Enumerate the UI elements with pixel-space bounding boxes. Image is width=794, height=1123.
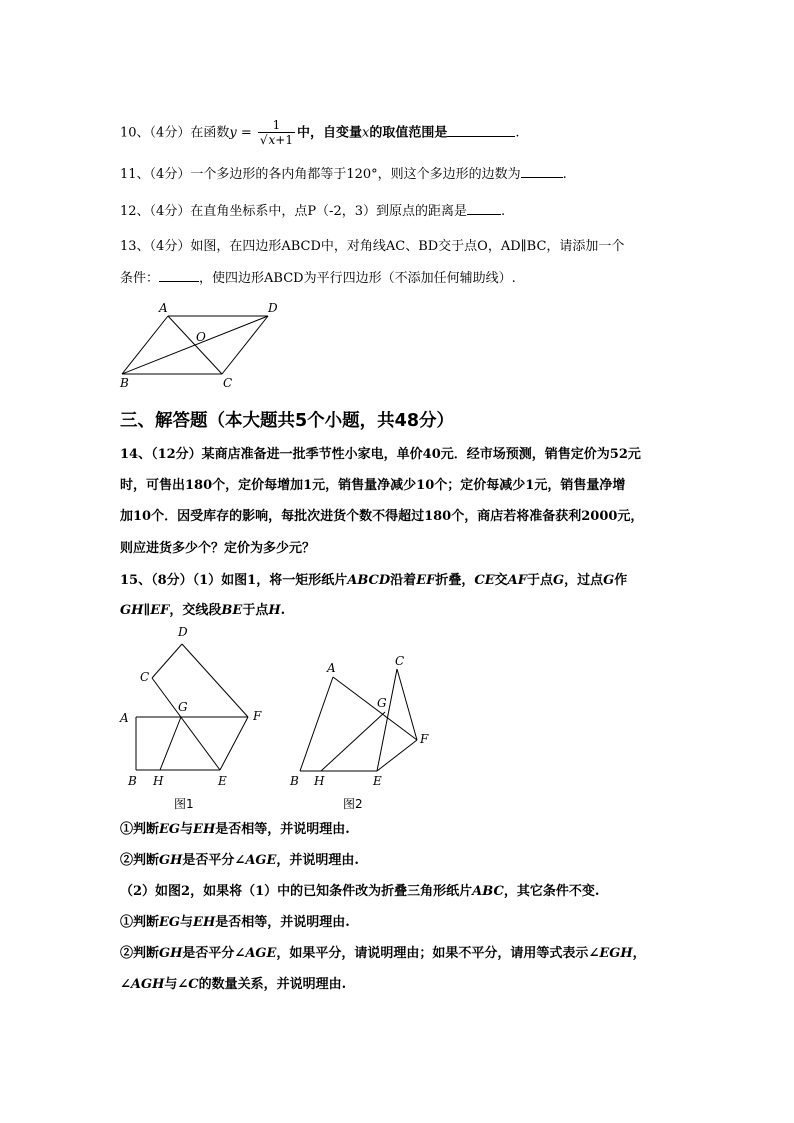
q10-den-plus: +1 (275, 133, 293, 147)
q15-p21-e: 是否相等，并说明理由. (215, 915, 350, 930)
q11-end: . (562, 167, 567, 182)
q10-denominator: √x+1 (259, 133, 293, 147)
fig2-label-C: C (395, 654, 405, 668)
fig1-caption: 图1 (174, 797, 194, 811)
q15-l1-d: EF (416, 573, 436, 588)
q15-p22-a: ②判断 (120, 946, 160, 961)
fig13-label-C: C (223, 376, 233, 390)
q15-l2-f: . (280, 603, 286, 618)
q15-l2-b: ，交线段 (169, 603, 222, 618)
fig1-segment-EF (220, 717, 248, 770)
fig2-segment-AB (300, 677, 333, 771)
q15-p12-b: GH (159, 853, 183, 868)
q15-p23-d: 的数量关系，并说明理由. (198, 977, 347, 992)
q10-prefix: 10、（4分）在函数 (120, 125, 230, 141)
q10-suffix-a: 中，自变量 (297, 125, 363, 141)
fig1-segment-CD (152, 644, 182, 678)
question-15-line1 (120, 572, 627, 590)
q15-p12-a: ②判断 (120, 853, 160, 868)
fig1-label-E: E (218, 774, 227, 788)
q15-p11-e: 是否相等，并说明理由. (215, 822, 350, 837)
q15-l1-a: 15、（8分）（1）如图1，将一矩形纸片 (120, 573, 348, 588)
q15-p12-d: ∠AGE (234, 853, 277, 868)
question-13-line1: 13、（4分）如图，在四边形ABCD中，对角线AC、BD交于点O，AD∥BC，请添加一个 (120, 239, 625, 254)
q15-p22-e: ，如果平分，请说明理由；如果不平分，请用等式表示 (276, 946, 589, 961)
fig1-segment-CE (152, 678, 220, 770)
q10-end: . (515, 125, 520, 141)
q12-answer-blank[interactable] (467, 202, 501, 215)
q15-l1-i: 于点 (526, 573, 553, 588)
fig1-segment-GH (160, 717, 181, 770)
diagonal-BD (122, 316, 268, 374)
fig1-label-B: B (128, 774, 137, 788)
q13-answer-blank[interactable] (159, 269, 199, 282)
section-3-heading: 三、解答题（本大题共5个小题，共48分） (120, 411, 455, 431)
q15-p22-g: ， (632, 946, 646, 961)
q15-l1-e: 折叠， (435, 573, 475, 588)
fig1-label-G: G (178, 700, 188, 714)
q15-p22-b: GH (159, 946, 183, 961)
q15-p23-b: 与 (164, 977, 178, 992)
fig2-label-A: A (327, 661, 336, 675)
q15-p11-b: EG (159, 822, 181, 837)
q15-p21-b: EG (159, 915, 181, 930)
q15-part2 (120, 883, 599, 901)
question-14-line1: 14、（12分）某商店准备进一批季节性小家电，单价40元．经市场预测，销售定价为52元 (120, 447, 641, 462)
fig2-label-B: B (290, 774, 299, 788)
q15-l2-a: GH∥EF (120, 603, 170, 618)
figure-2-folded-triangle (285, 650, 435, 795)
fig1-label-F: F (253, 709, 262, 723)
question-14-line3: 加10个．因受库存的影响，每批次进货个数不得超过180个，商店若将准备获利2000元， (120, 509, 644, 524)
fig1-label-C: C (140, 670, 150, 684)
q15-part2-item2 (120, 945, 646, 963)
q15-l1-g: 交 (494, 573, 508, 588)
fig2-segment-EF (377, 740, 417, 771)
q15-l1-h: AF (507, 573, 527, 588)
q15-p22-c: 是否平分 (182, 946, 235, 961)
q15-l2-e: H (268, 603, 281, 618)
q15-p23-c: ∠C (177, 977, 199, 992)
q10-answer-blank[interactable] (447, 124, 515, 137)
question-12 (120, 202, 505, 221)
q15-p21-a: ①判断 (120, 915, 160, 930)
q10-suffix-b: 的取值范围是 (369, 125, 448, 141)
question-11 (120, 165, 567, 184)
q15-p23-a: ∠AGH (120, 977, 165, 992)
q15-part2-item1 (120, 914, 350, 932)
q15-p2-b: ABC (472, 884, 504, 899)
question-13-line2 (120, 269, 516, 288)
question-15-line2 (120, 602, 285, 620)
fig1-label-H: H (153, 774, 164, 788)
q15-l2-c: BE (221, 603, 243, 618)
fig13-label-A: A (159, 301, 168, 315)
q15-part1-item1 (120, 821, 350, 839)
q15-part2-item2-cont (120, 976, 346, 994)
fig13-label-O: O (196, 330, 206, 344)
question-14-line2: 时，可售出180个，定价每增加1元，销售量净减少10个；定价每减少1元，销售量净增 (120, 478, 626, 493)
q15-l1-c: 沿着 (390, 573, 417, 588)
question-14-line4: 则应进货多少个？定价为多少元？ (120, 541, 316, 556)
figure-13-quadrilateral (110, 298, 290, 393)
q15-l1-l: G (603, 573, 615, 588)
q13-line2-b: ，使四边形ABCD为平行四边形（不添加任何辅助线）. (199, 271, 516, 286)
q15-l1-m: 作 (614, 573, 628, 588)
fig13-label-D: D (268, 301, 278, 315)
q15-l1-b: ABCD (347, 573, 391, 588)
fig13-label-B: B (120, 376, 129, 390)
fig2-segment-CF (397, 669, 417, 740)
q12-end: . (501, 204, 506, 219)
q15-p22-d: ∠AGE (234, 946, 277, 961)
q15-p2-a: （2）如图2，如果将（1）中的已知条件改为折叠三角形纸片 (120, 884, 473, 899)
q15-p21-d: EH (193, 915, 216, 930)
q15-p12-c: 是否平分 (182, 853, 235, 868)
q15-p22-f: ∠EGH (588, 946, 633, 961)
fig2-label-F: F (420, 732, 429, 746)
q15-p11-a: ①判断 (120, 822, 160, 837)
question-10 (120, 118, 520, 148)
fig2-label-H: H (314, 774, 325, 788)
figure-1-folded-rectangle (110, 620, 280, 795)
q13-line2-a: 条件： (120, 271, 160, 286)
fig2-segment-EC (377, 669, 397, 771)
q15-p12-e: ，并说明理由. (276, 853, 359, 868)
q10-var: x (362, 125, 370, 141)
q15-part1-item2 (120, 852, 359, 870)
q10-den-x: x (268, 133, 276, 147)
q10-fraction (258, 118, 295, 148)
q10-y: y (229, 125, 237, 141)
q15-p11-c: 与 (180, 822, 194, 837)
q15-p21-c: 与 (180, 915, 194, 930)
fig1-label-D: D (178, 625, 188, 639)
q15-l1-j: G (552, 573, 565, 588)
fig1-label-A: A (120, 711, 129, 725)
q10-numerator: 1 (258, 118, 295, 133)
fig2-label-G: G (377, 696, 387, 710)
q11-text: 11、（4分）一个多边形的各内角都等于120°，则这个多边形的边数为 (120, 167, 521, 182)
fig1-segment-DF (182, 644, 248, 717)
q10-eq: = (236, 125, 256, 141)
q15-p11-d: EH (193, 822, 216, 837)
q15-l1-k: ，过点 (564, 573, 604, 588)
q11-answer-blank[interactable] (521, 165, 563, 178)
q12-text: 12、（4分）在直角坐标系中，点P（-2，3）到原点的距离是 (120, 204, 467, 219)
fig2-segment-GH (321, 712, 385, 771)
q15-l2-d: 于点 (242, 603, 269, 618)
fig2-segment-AF (333, 677, 417, 740)
fig2-label-E: E (373, 774, 382, 788)
q15-p2-c: ，其它条件不变. (503, 884, 600, 899)
fig2-caption: 图2 (343, 797, 363, 811)
q15-l1-f: CE (474, 573, 495, 588)
